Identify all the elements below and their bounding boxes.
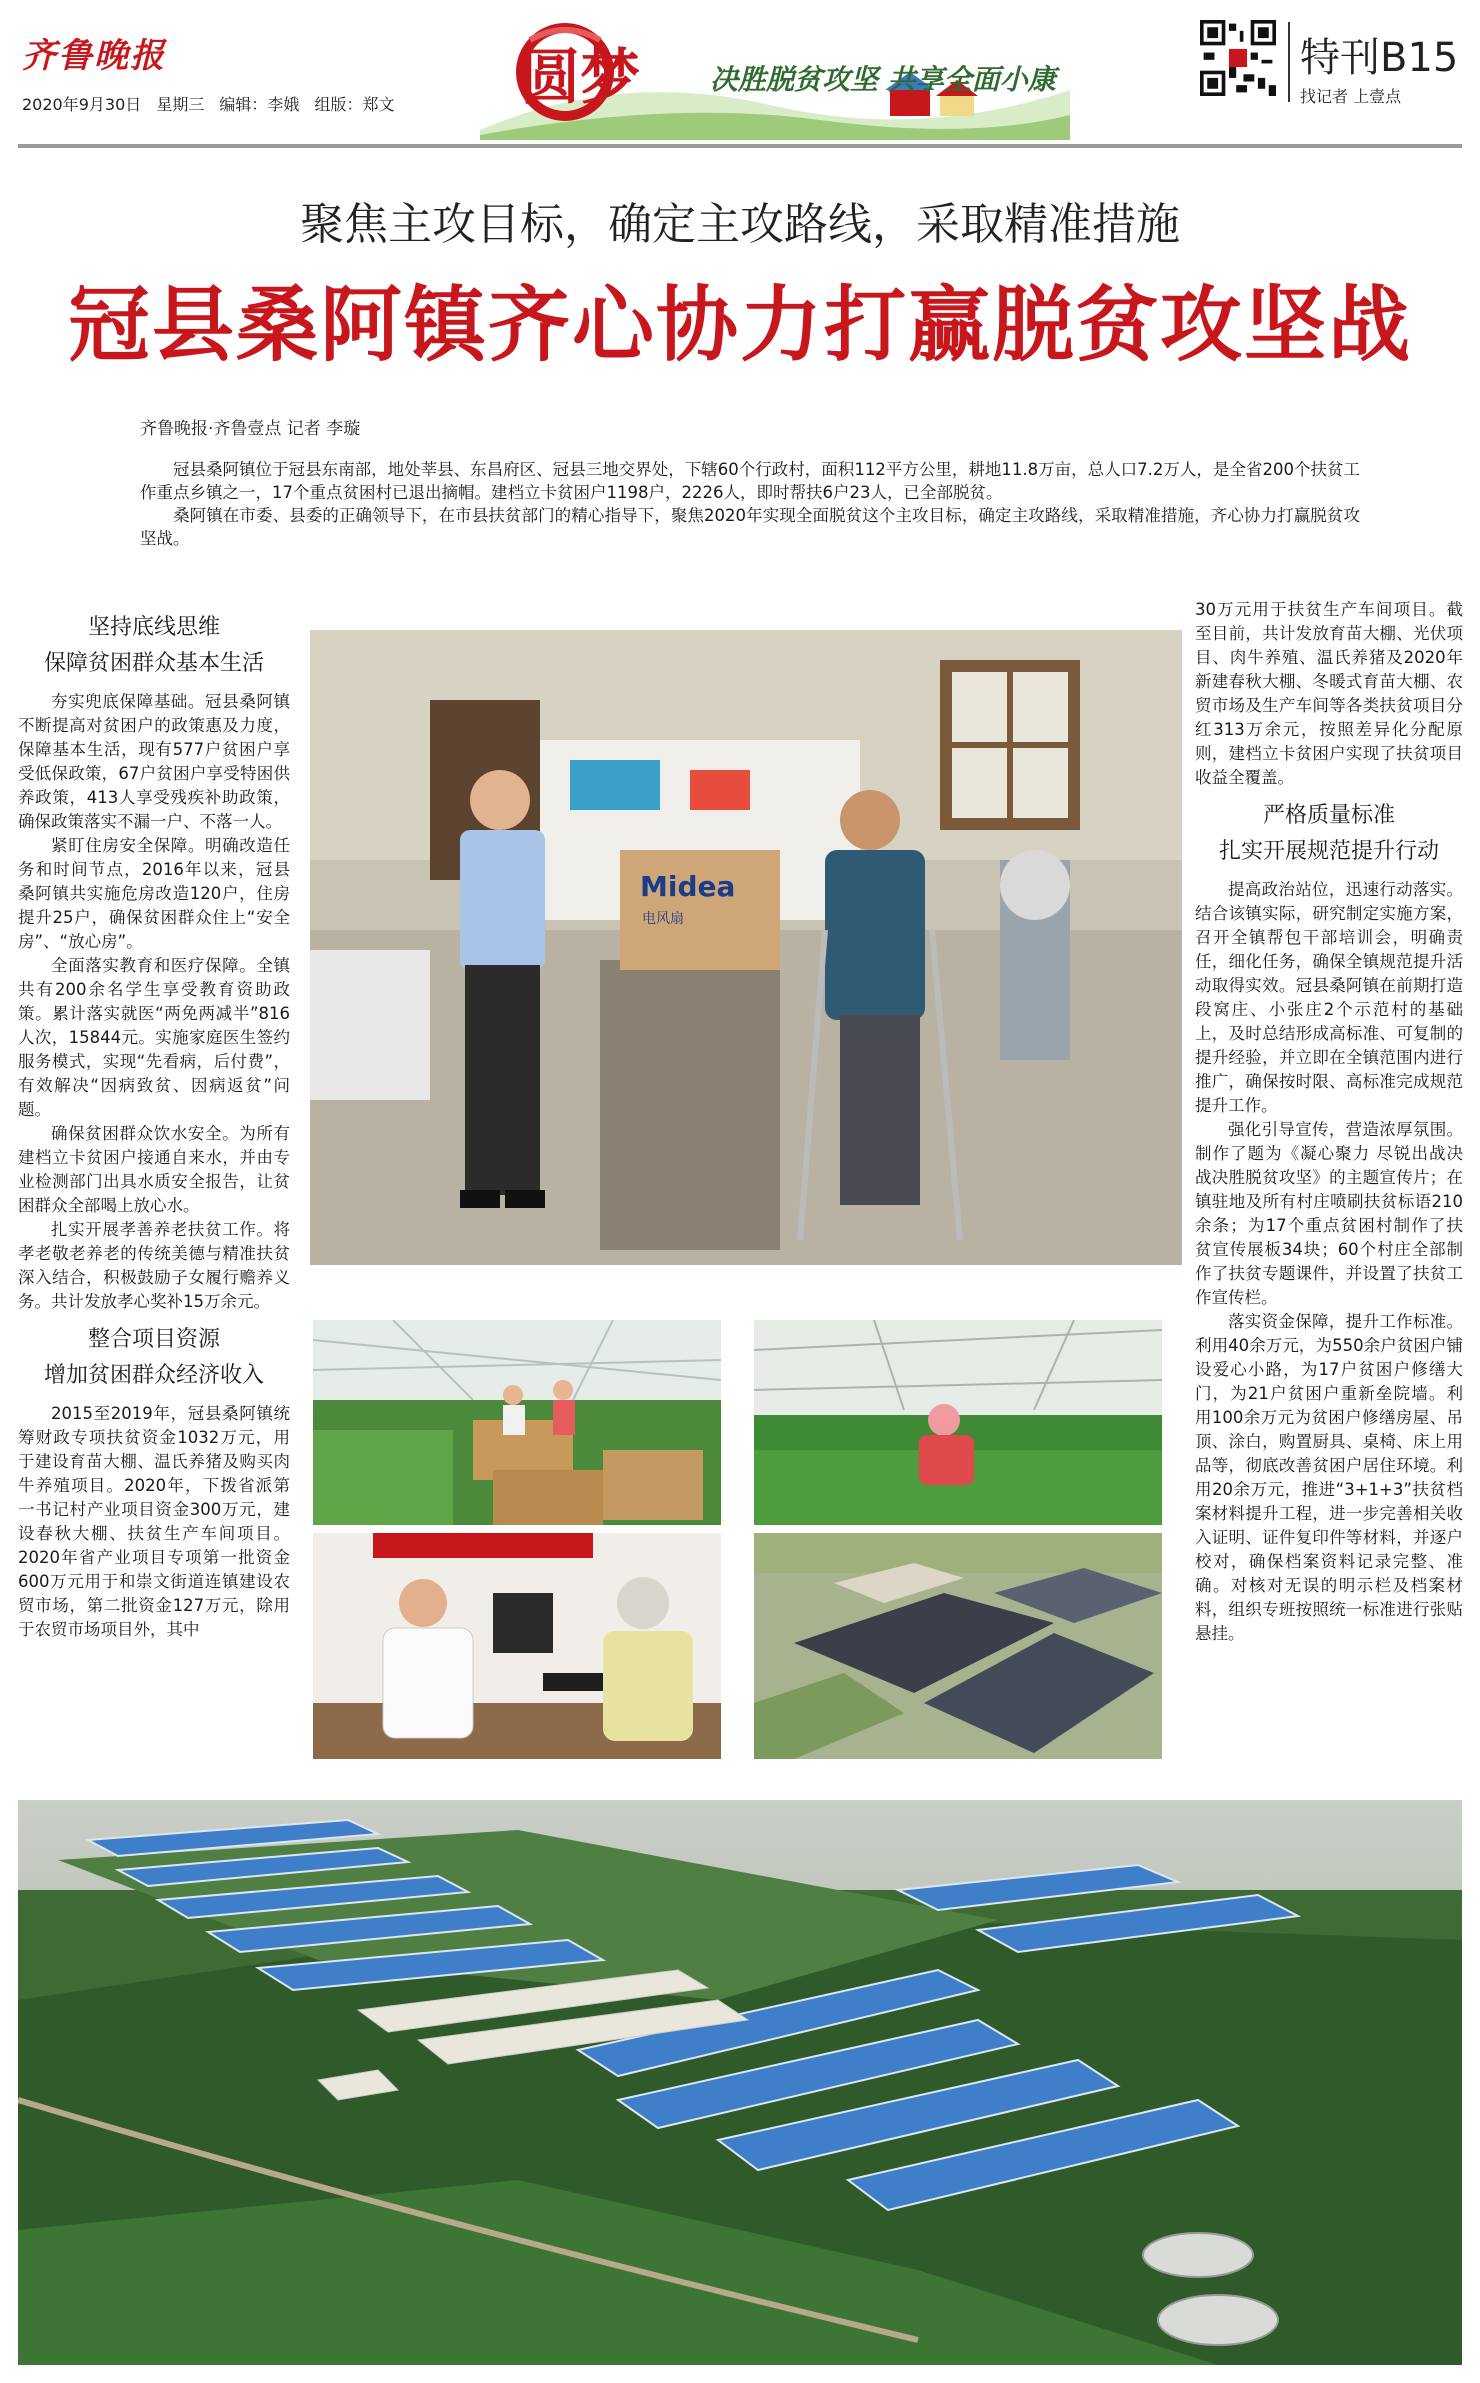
left-column xyxy=(18,610,290,1642)
body-paragraph: 夯实兜底保障基础。冠县桑阿镇不断提高对贫困户的政策惠及力度，保障基本生活，现有577户贫困户享受低保政策，67户贫困户享受特困供养政策，413人享受残疾补助政策，确保政策落实不漏一户、不落一人。 xyxy=(18,692,290,831)
masthead-rule xyxy=(18,144,1462,148)
body-paragraph: 全面落实教育和医疗保障。全镇共有200余名学生享受教育资助政策。累计落实就医“两免两减半”816人次，15844元。实施家庭医生签约服务模式，实现“先看病，后付费”，有效解决“因病致贫、因病返贫”问题。 xyxy=(18,956,290,1119)
banner-title: 圆梦 xyxy=(520,43,640,113)
body-paragraph: 确保贫困群众饮水安全。为所有建档立卡贫困户接通自来水，并由专业检测部门出具水质安全报告，让贫困群众全部喝上放心水。 xyxy=(18,1124,290,1215)
photo-doctor-checkup xyxy=(313,1533,721,1759)
lead-paragraph: 冠县桑阿镇位于冠县东南部，地处莘县、东昌府区、冠县三地交界处，下辖60个行政村，面积112平方公里，耕地11.8万亩，总人口7.2万人，是全省200个扶贫工作重点乡镇之一，17个重点贫困村已退出摘帽。建档立卡贫困户1198户，2226人，即时帮扶6户23人，已全部脱贫。 xyxy=(140,460,1360,502)
section1-title-line1: 坚持底线思维 xyxy=(87,615,220,640)
body-paragraph-continued: 30万元用于扶贫生产车间项目。截至目前，共计发放育苗大棚、光伏项目、肉牛养殖、温氏养猪及2020年新建春秋大棚、冬暖式育苗大棚、农贸市场及生产车间等各类扶贫项目分红313万余元，按照差异化分配原则，建档立卡贫困户实现了扶贫项目收益全覆盖。 xyxy=(1195,600,1463,787)
section-sublabel: 找记者 上壹点 xyxy=(1300,87,1402,106)
section3-title-line1: 严格质量标准 xyxy=(1262,803,1395,828)
article-headline: 冠县桑阿镇齐心协力打赢脱贫攻坚战 xyxy=(67,278,1412,373)
body-paragraph: 紧盯住房安全保障。明确改造任务和时间节点，2016年以来，冠县桑阿镇共实施危房改造120户，住房提升25户，确保贫困群众住上“安全房”、“放心房”。 xyxy=(18,836,290,951)
issue-meta: 2020年9月30日 星期三 编辑：李娥 组版：郑文 xyxy=(22,95,395,114)
section1-title-line2: 保障贫困群众基本生活 xyxy=(43,651,264,676)
appliance-box-label: 电风扇 xyxy=(642,911,684,927)
photo-aerial-farm-large xyxy=(18,1800,1462,2365)
article-subhead: 聚焦主攻目标，确定主攻路线，采取精准措施 xyxy=(300,199,1180,250)
article-byline: 齐鲁晚报·齐鲁壹点 记者 李璇 xyxy=(140,419,361,439)
body-paragraph: 提高政治站位，迅速行动落实。结合该镇实际，研究制定实施方案，召开全镇帮包干部培训会，明确责任，细化任务，确保全镇规范提升活动取得实效。冠县桑阿镇在前期打造段窝庄、小张庄2个示范村的基础上，及时总结形成高标准、可复制的提升经验，并立即在全镇范围内进行推广，确保按时限、高标准完成规范提升工作。 xyxy=(1195,880,1463,1115)
body-paragraph: 强化引导宣传，营造浓厚氛围。制作了题为《凝心聚力 尽锐出战决战决胜脱贫攻坚》的主题宣传片；在镇驻地及所有村庄喷刷扶贫标语210余条；为17个重点贫困村制作了扶贫宣传展板34块；60个村庄全部制作了扶贫专题课件，并设置了扶贫工作宣传栏。 xyxy=(1195,1120,1463,1307)
qr-code-icon[interactable] xyxy=(1200,20,1276,96)
banner-slogan: 决胜脱贫攻坚 共享全面小康 xyxy=(710,63,1056,96)
section2-title-line2: 增加贫困群众经济收入 xyxy=(43,1363,264,1388)
lead-paragraph: 桑阿镇在市委、县委的正确领导下，在市县扶贫部门的精心指导下，聚焦2020年实现全面脱贫这个主攻目标，确定主攻路线，采取精准措施，齐心协力打赢脱贫攻坚战。 xyxy=(140,506,1360,548)
section2-title-line1: 整合项目资源 xyxy=(87,1327,220,1352)
masthead-divider xyxy=(1288,22,1290,102)
section-label: 特刊B15 xyxy=(1300,35,1459,81)
photo-home-visit xyxy=(310,630,1182,1265)
body-paragraph: 2015至2019年，冠县桑阿镇统筹财政专项扶贫资金1032万元，用于建设育苗大棚、温氏养猪及购买肉牛养殖项目。2020年，下拨省派第一书记村产业项目资金300万元，建设春秋大棚、扶贫生产车间项目。2020年省产业项目专项第一批资金600万元用于和崇文街道连镇建设农贸市场，第二批资金127万元，除用于农贸市场项目外，其中 xyxy=(18,1404,290,1639)
body-paragraph: 扎实开展孝善养老扶贫工作。将孝老敬老养老的传统美德与精准扶贫深入结合，积极鼓励子女履行赡养义务。共计发放孝心奖补15万余元。 xyxy=(18,1220,290,1311)
article-lead xyxy=(140,458,1360,550)
appliance-box-brand: Midea xyxy=(640,870,736,903)
photo-aerial-greenhouses-small xyxy=(754,1533,1162,1759)
photo-seedling-worker xyxy=(754,1320,1162,1525)
section3-title-line2: 扎实开展规范提升行动 xyxy=(1218,839,1439,864)
right-column xyxy=(1195,598,1463,1646)
body-paragraph: 落实资金保障，提升工作标准。利用40余万元，为550余户贫困户铺设爱心小路，为17户贫困户修缮大门，为21户贫困户重新垒院墙。利用100余万元为贫困户修缮房屋、吊顶、涂白，购置厨具、桌椅、床上用品等，彻底改善贫困户居住环境。利用20余万元，推进“3+1+3”扶贫档案材料提升工程，进一步完善相关收入证明、证件复印件等材料，并逐户校对，确保档案资料记录完整、准确。对核对无误的明示栏及档案材料，组织专班按照统一标准进行张贴悬挂。 xyxy=(1195,1312,1463,1643)
photo-greenhouse-workers xyxy=(313,1320,721,1525)
newspaper-logo: 齐鲁晚报 xyxy=(22,36,166,76)
